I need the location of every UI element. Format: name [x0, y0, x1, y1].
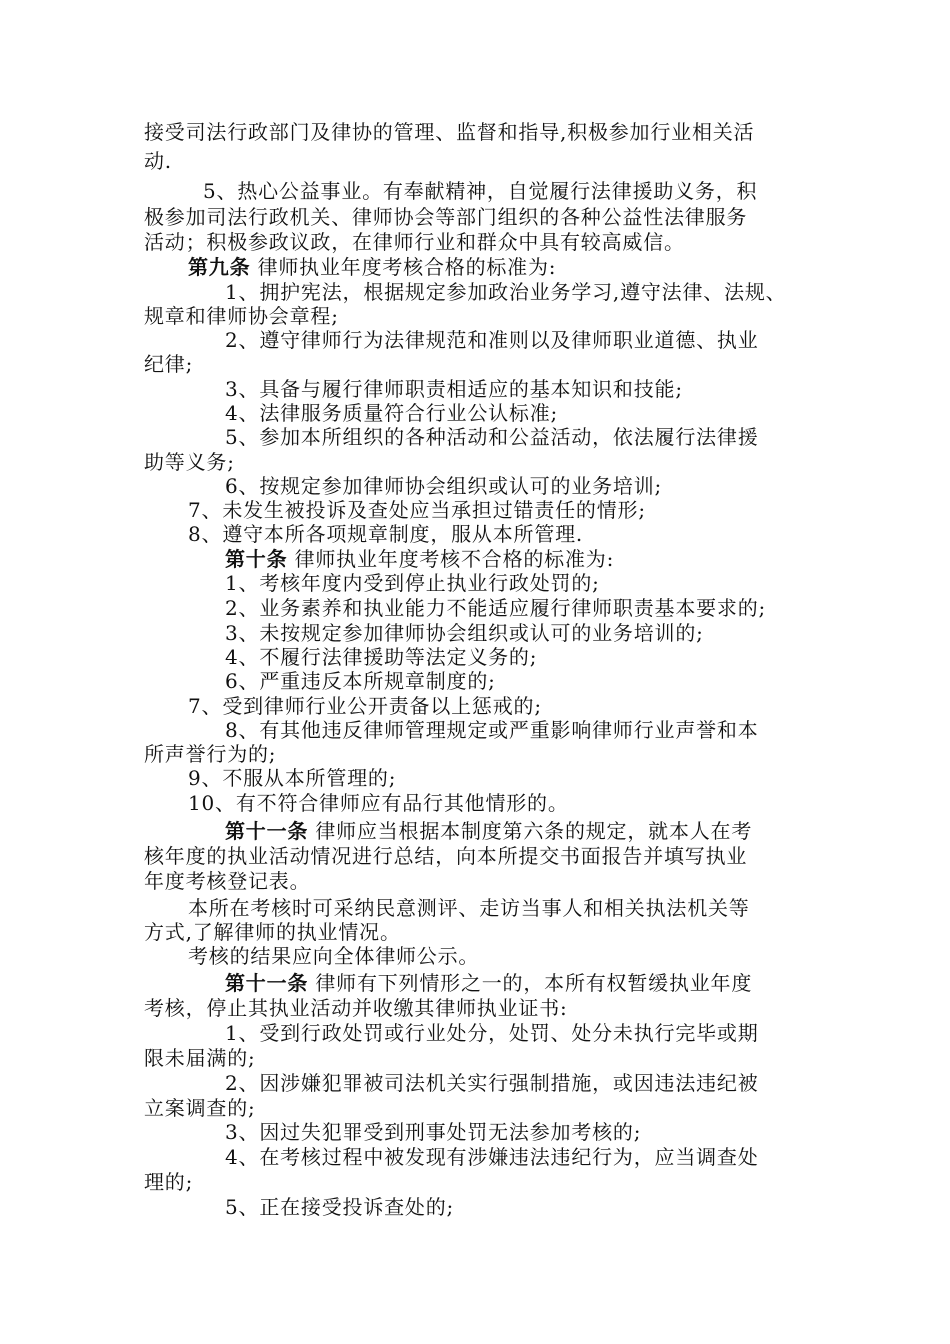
text-line: 纪律; [144, 352, 194, 376]
text-line: 7、受到律师行业公开责备以上惩戒的; [188, 694, 542, 718]
article-text: 律师应当根据本制度第六条的规定，就本人在考 [308, 819, 753, 843]
text-line: 10、有不符合律师应有品行其他情形的。 [188, 791, 569, 815]
text-line: 3、因过失犯罪受到刑事处罚无法参加考核的; [225, 1120, 642, 1144]
text-line: 动. [144, 149, 172, 173]
text-line: 3、具备与履行律师职责相适应的基本知识和技能; [225, 377, 683, 401]
article-number: 第九条 [188, 255, 251, 279]
text-line: 立案调查的; [144, 1096, 256, 1120]
text-line: 接受司法行政部门及律协的管理、监督和指导,积极参加行业相关活 [144, 120, 755, 144]
text-line: 规章和律师协会章程; [144, 304, 339, 328]
text-line: 6、按规定参加律师协会组织或认可的业务培训; [225, 474, 663, 498]
text-line: 考核的结果应向全体律师公示。 [188, 944, 480, 968]
text-line: 本所在考核时可采纳民意测评、走访当事人和相关执法机关等 [188, 896, 750, 920]
text-line: 5、参加本所组织的各种活动和公益活动，依法履行法律援 [225, 425, 759, 449]
article-text: 律师有下列情形之一的，本所有权暂缓执业年度 [308, 971, 753, 995]
article-number: 第十条 [225, 547, 288, 571]
article-11-heading [225, 818, 752, 844]
text-line: 5、正在接受投诉查处的; [225, 1195, 455, 1219]
article-11b-heading [225, 970, 752, 996]
text-line: 3、未按规定参加律师协会组织或认可的业务培训的; [225, 621, 704, 645]
text-line: 8、遵守本所各项规章制度，服从本所管理. [188, 522, 584, 546]
text-line: 6、严重违反本所规章制度的; [225, 669, 496, 693]
text-line: 4、法律服务质量符合行业公认标准; [225, 401, 559, 425]
text-line: 2、因涉嫌犯罪被司法机关实行强制措施，或因违法违纪被 [225, 1071, 759, 1095]
text-line: 方式,了解律师的执业情况。 [144, 920, 401, 944]
text-line: 4、不履行法律援助等法定义务的; [225, 645, 538, 669]
text-line: 助等义务; [144, 450, 235, 474]
article-number: 第十一条 [225, 819, 309, 843]
text-line: 1、受到行政处罚或行业处分，处罚、处分未执行完毕或期 [225, 1021, 759, 1045]
article-text: 律师执业年度考核合格的标准为: [250, 255, 557, 279]
text-line: 7、未发生被投诉及查处应当承担过错责任的情形; [188, 498, 646, 522]
text-line: 所声誉行为的; [144, 742, 277, 766]
article-number: 第十一条 [225, 971, 309, 995]
text-line: 理的; [144, 1170, 194, 1194]
text-line: 4、在考核过程中被发现有涉嫌违法违纪行为，应当调查处 [225, 1145, 759, 1169]
text-line: 2、遵守律师行为法律规范和准则以及律师职业道德、执业 [225, 328, 759, 352]
text-line: 考核，停止其执业活动并收缴其律师执业证书: [144, 996, 568, 1020]
text-line: 活动；积极参政议政，在律师行业和群众中具有较高威信。 [144, 230, 685, 254]
article-9-heading [188, 254, 556, 280]
text-line: 年度考核登记表。 [144, 869, 311, 893]
article-text: 律师执业年度考核不合格的标准为: [287, 547, 615, 571]
article-10-heading [225, 546, 614, 572]
text-line: 核年度的执业活动情况进行总结，向本所提交书面报告并填写执业 [144, 844, 748, 868]
text-line: 1、考核年度内受到停止执业行政处罚的; [225, 571, 600, 595]
text-line: 1、拥护宪法，根据规定参加政治业务学习,遵守法律、法规、 [225, 280, 787, 304]
text-line: 8、有其他违反律师管理规定或严重影响律师行业声誉和本 [225, 718, 759, 742]
text-line: 2、业务素养和执业能力不能适应履行律师职责基本要求的; [225, 596, 767, 620]
text-line: 9、不服从本所管理的; [188, 766, 397, 790]
text-line: 极参加司法行政机关、律师协会等部门组织的各种公益性法律服务 [144, 205, 748, 229]
text-line: 限未届满的; [144, 1046, 256, 1070]
text-line: 5、热心公益事业。有奉献精神，自觉履行法律援助义务，积 [203, 179, 758, 203]
